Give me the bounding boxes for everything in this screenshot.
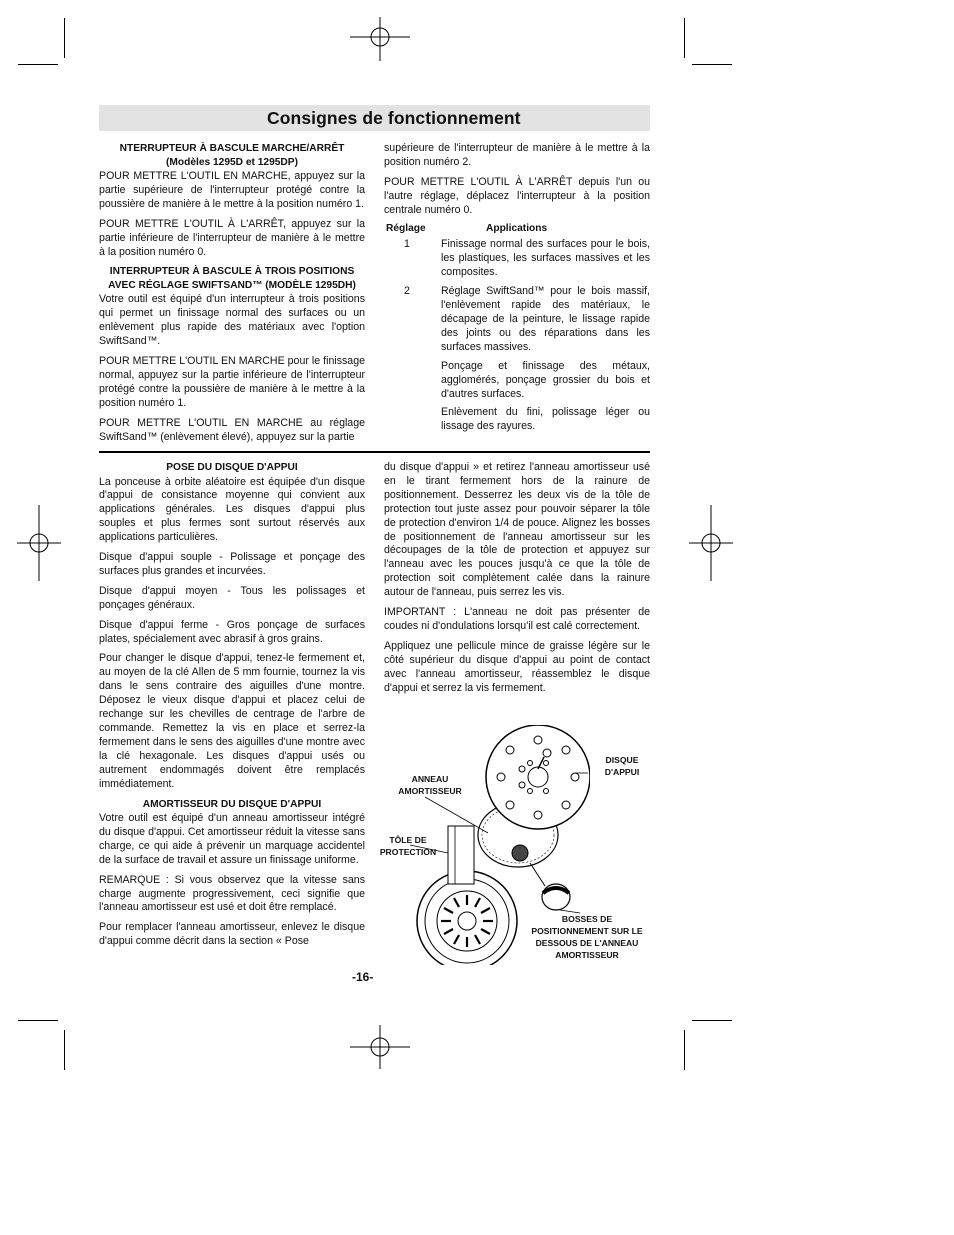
heading-three-position-switch: INTERRUPTEUR À BASCULE À TROIS POSITIONS [109,266,355,278]
crop-mark [18,1020,58,1021]
label-backing-pad: DISQUE D'APPUI [604,755,640,777]
paragraph: Votre outil est équipé d'un interrupteur à trois positions qui permet un finissage normal des surfaces ou un enlèvement plus rapide des matériaux avec l'option SwiftSand™. [99,293,365,348]
crop-mark [64,18,65,58]
paragraph: Disque d'appui moyen - Tous les polissages et ponçages généraux. [99,584,365,611]
heading-on-off-switch: NTERRUPTEUR À BASCULE MARCHE/ARRÊT [119,143,345,154]
heading-on-off-models: (Modèles 1295D et 1295DP) [166,156,298,168]
paragraph: supérieure de l'interrupteur de manière à le mettre à la position numéro 2. [384,142,650,168]
registration-mark-icon [350,1025,410,1069]
heading-swiftsand: AVEC RÉGLAGE SWIFTSAND™ (MODÈLE 1295DH) [108,279,356,291]
crop-mark [18,64,58,65]
paragraph: POUR METTRE L'OUTIL À L'ARRÊT, appuyez sur la partie inférieure de l'interrupteur de manière à le mettre à la position numéro 0. [99,217,365,258]
paragraph: POUR METTRE L'OUTIL À L'ARRÊT depuis l'un ou l'autre réglage, déplacez l'interrupteur à la position centrale numéro 0. [384,175,650,216]
column-header-applications: Applications [486,222,548,234]
paragraph: Appliquez une pellicule mince de graisse légère sur le côté supérieur du disque d'appui au point de contact avec l'anneau amortisseur, réassemblez le disque d'appui et serrez la vis fermement. [384,639,650,694]
crop-mark [684,1030,685,1070]
page-title: Consignes de fonctionnement [267,108,521,128]
setting-application-continued: Ponçage et finissage des métaux, agglomérés, ponçage grossier du bois et d'autres surfaces. [441,359,650,400]
paragraph: POUR METTRE L'OUTIL EN MARCHE au réglage SwiftSand™ (enlèvement élevé), appuyez sur la partie [99,416,365,443]
setting-number: 2 [404,285,410,298]
paragraph: Pour remplacer l'anneau amortisseur, enlevez le disque d'appui comme décrit dans la section « Pose [99,921,365,948]
label-protection-plate: TÔLE DE PROTECTION [379,835,437,857]
heading-backing-pad: POSE DU DISQUE D'APPUI [166,462,298,473]
right-column-bottom [384,461,650,702]
left-column-bottom [99,461,365,955]
registration-mark-icon [17,505,61,581]
paragraph: Pour changer le disque d'appui, tenez-le fermement et, au moyen de la clé Allen de 5 mm fournie, tournez la vis dans le sens contraire des aiguilles d'une montre. Déposez le vieux disque d'appui et placez celui de rechange sur les chevilles de centrage de l'arbre de commande. Remettez la vis en place et serrez-la fermement dans le sens des aiguilles d'une montre avec la clé hexagonale. Les disques d'appui usés ou autrement endommagés doivent être remplacés immédiatement. [99,652,365,790]
paragraph: POUR METTRE L'OUTIL EN MARCHE pour le finissage normal, appuyez sur la partie inférieure de l'interrupteur protégé contre la poussière de manière à le mettre à la position numéro 1. [99,355,365,409]
crop-mark [64,1030,65,1070]
label-damper-ring: ANNEAU AMORTISSEUR [398,774,462,796]
registration-mark-icon [350,17,410,61]
heading-pad-damper: AMORTISSEUR DU DISQUE D'APPUI [142,798,322,810]
paragraph: La ponceuse à orbite aléatoire est équipée d'un disque d'appui de consistance moyenne qui convient aux applications générales. Les disques d'appui plus souples et plus fermes sont surtout réservés aux applications particulières. [99,475,365,544]
setting-application-continued: Enlèvement du fini, polissage léger ou lissage des rayures. [441,406,650,433]
setting-number: 1 [404,238,410,251]
section-divider [99,451,650,453]
section-title-bar [99,105,650,131]
table-row [384,238,650,280]
crop-mark [692,64,732,65]
table-row [384,285,650,355]
crop-mark [684,18,685,58]
settings-table-header [384,222,650,236]
paragraph: du disque d'appui » et retirez l'anneau amortisseur usé en le tirant fermement hors de la rainure de positionnement. Desserrez les deux vis de la tôle de protection tout juste assez pour pouvoir séparer la tôle de protection d'environ 1/4 de pouce. Alignez les bosses de positionnement de l'anneau amortisseur sur les découpages de la tôle de protection et appuyez sur l'anneau avec les pouces jusqu'à ce que la tôle de protection soit complètement calée dans la rainure autour de l'anneau, puis serrez les vis. [384,461,650,599]
paragraph: IMPORTANT : L'anneau ne doit pas présenter de coudes ni d'ondulations lorsqu'il est calé correctement. [384,606,650,632]
left-column-top [99,142,365,451]
paragraph: REMARQUE : Si vous observez que la vitesse sans charge augmente progressivement, ceci signifie que l'anneau amortisseur est usé et doit être remplacé. [99,873,365,914]
right-column-top [384,142,650,439]
setting-application: Finissage normal des surfaces pour le bois, les plastiques, les surfaces massives et les composites. [441,238,650,279]
page-number: -16- [352,970,374,984]
label-positioning-bosses: BOSSES DE POSITIONNEMENT SUR LE DESSOUS DE L'ANNEAU AMORTISSEUR [531,914,643,960]
registration-mark-icon [689,505,733,581]
paragraph: Disque d'appui ferme - Gros ponçage de surfaces plates, spécialement avec abrasif à gros grains. [99,618,365,645]
paragraph: POUR METTRE L'OUTIL EN MARCHE, appuyez sur la partie supérieure de l'interrupteur protégé contre la poussière de manière à le mettre à la position numéro 1. [99,170,365,210]
paragraph: Votre outil est équipé d'un anneau amortisseur intégré du disque d'appui. Cet amortisseur réduit la vitesse sans charge, ce qui aide à prévenir un marquage accidentel de la surface de travail et assure un finissage uniforme. [99,812,365,866]
paragraph: Disque d'appui souple - Polissage et ponçage des surfaces plus grandes et incurvées. [99,551,365,577]
column-header-setting: Réglage [386,222,426,234]
crop-mark [692,1020,732,1021]
setting-application: Réglage SwiftSand™ pour le bois massif, l'enlèvement rapide des matériaux, le décapage de la peinture, le lissage rapide des joints ou des réparations dans les surfaces massives. [441,285,650,353]
